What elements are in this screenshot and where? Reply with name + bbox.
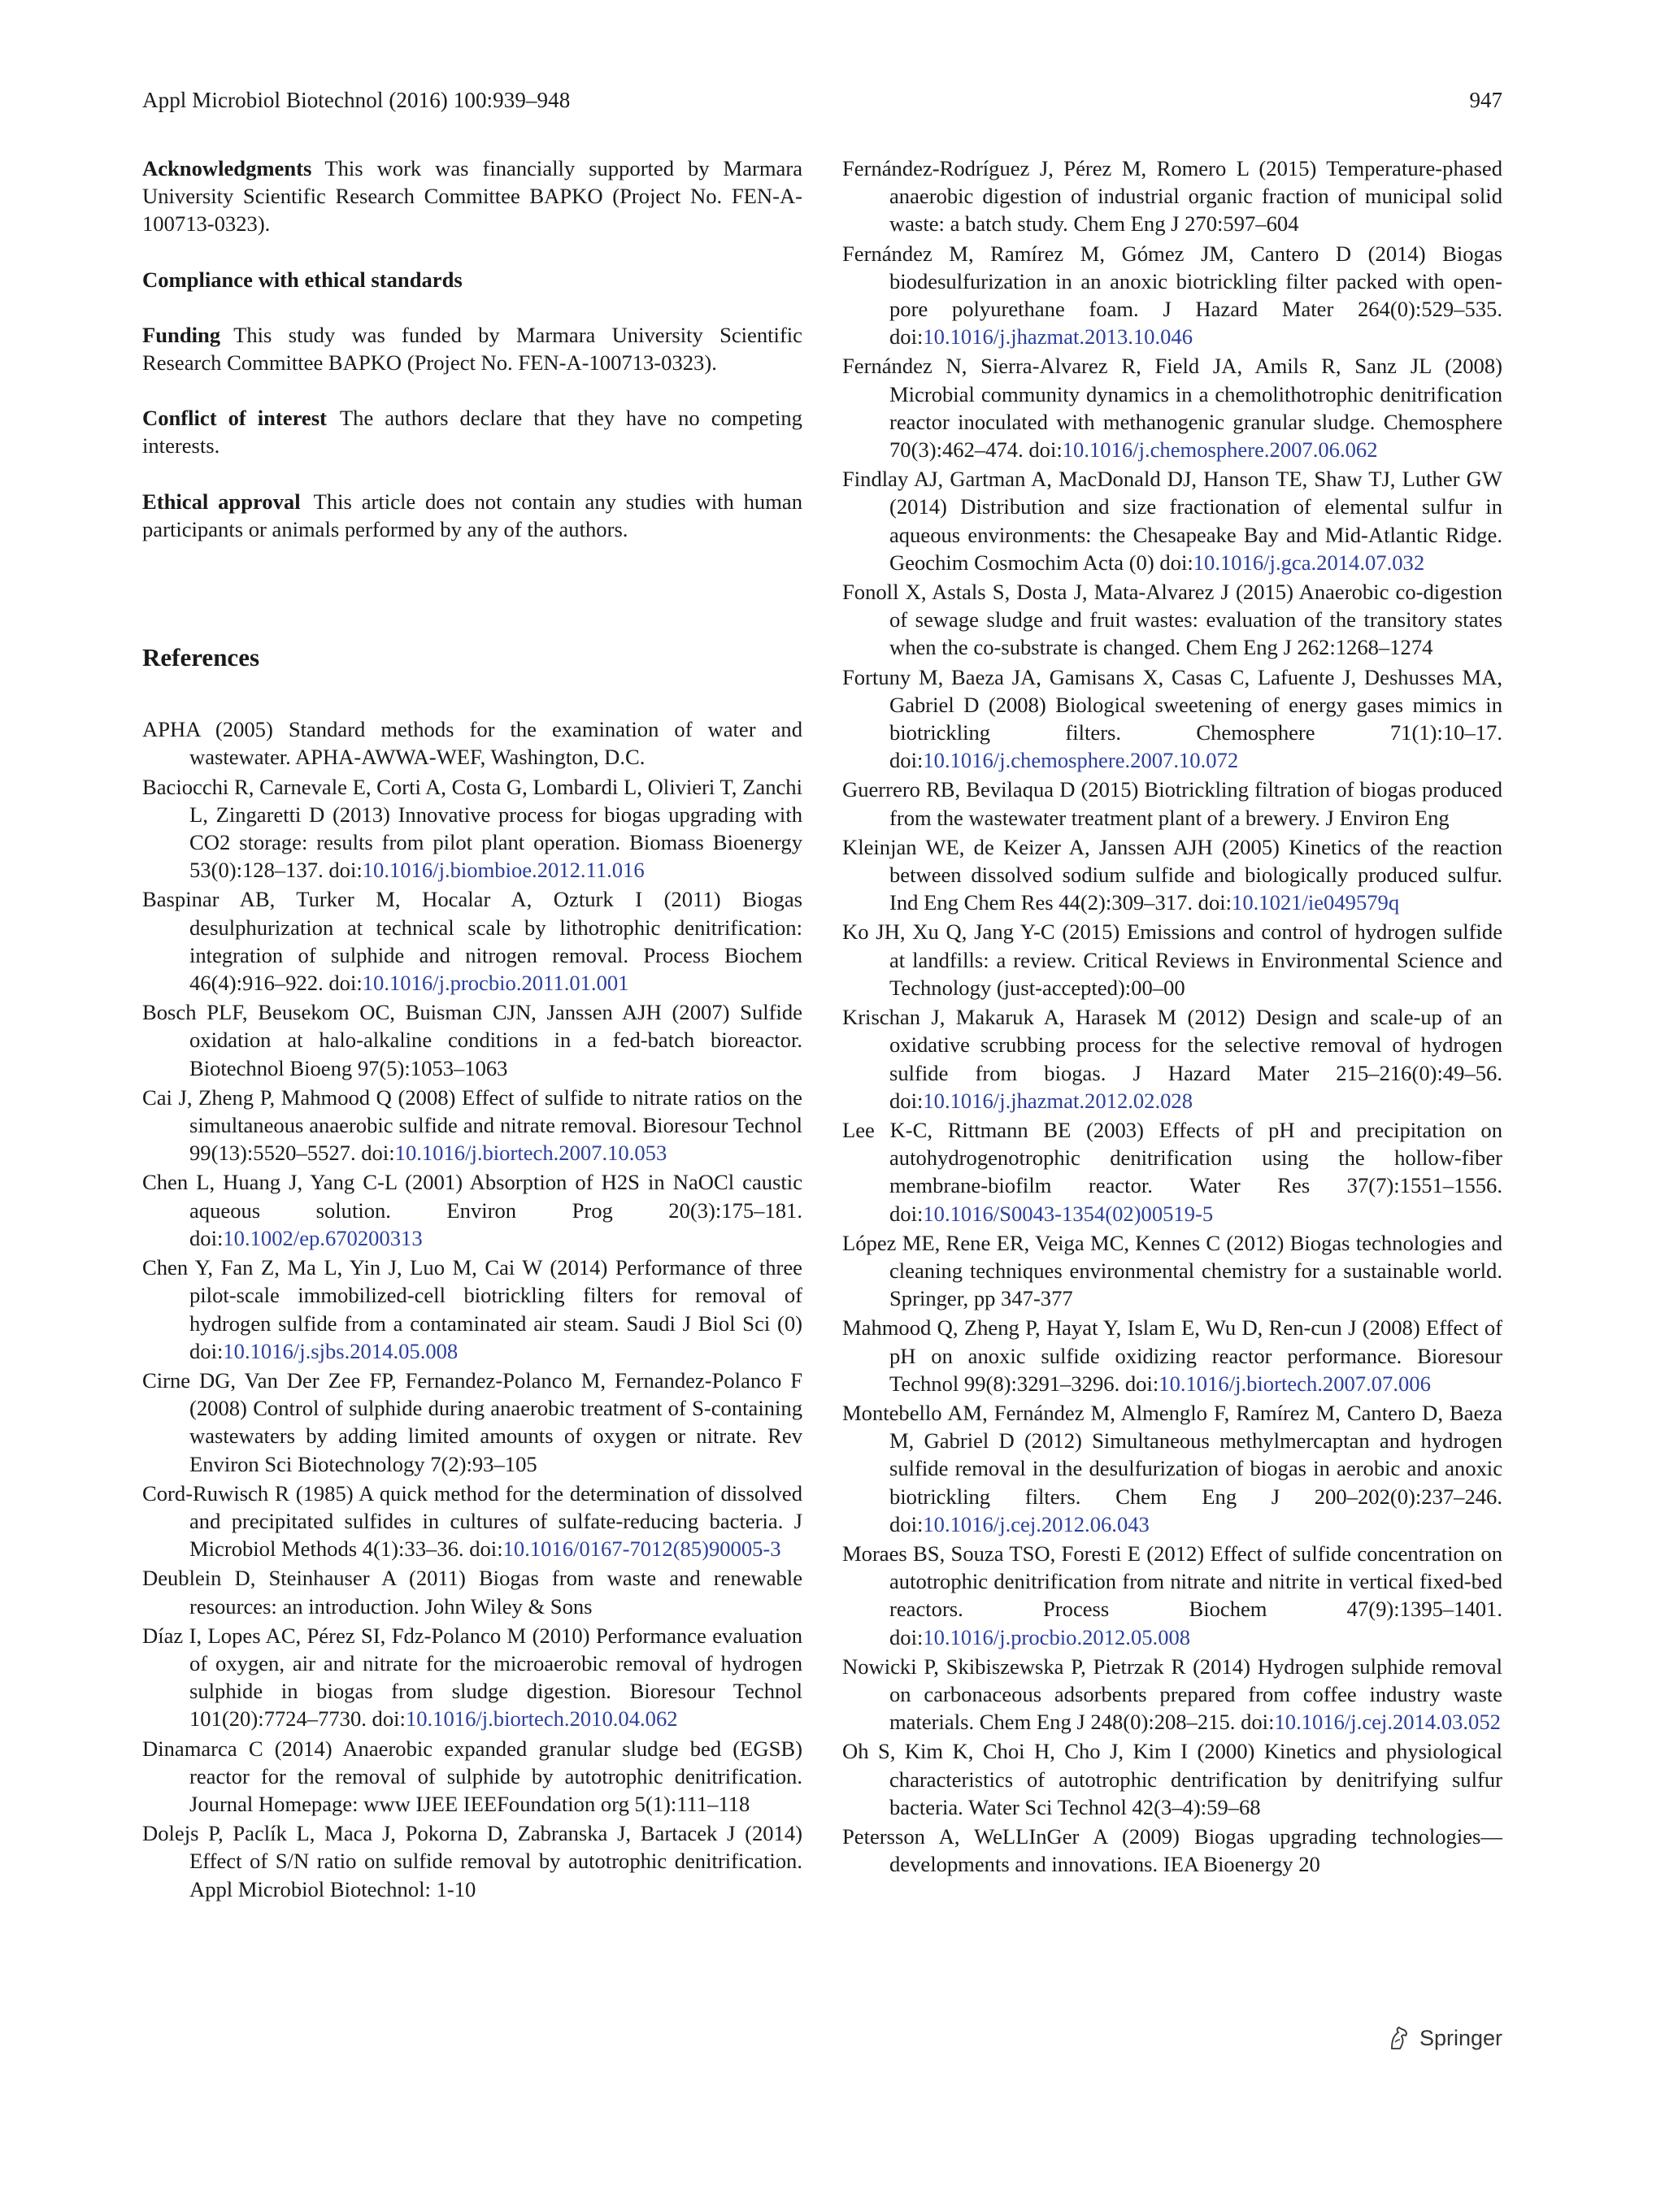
- reference-text: Chen L, Huang J, Yang C-L (2001) Absorption of H2S in NaOCl caustic aqueous solution. Environ Prog 20(3):175–181. doi:: [142, 1170, 802, 1250]
- reference-text: Fonoll X, Astals S, Dosta J, Mata-Alvarez J (2015) Anaerobic co-digestion of sewage sludge and fruit wastes: evaluation of the transitory states when the co-substrate is changed. Chem Eng J 262:1268–1274: [842, 580, 1502, 660]
- conflict-label: Conflict of interest: [142, 406, 327, 431]
- doi-link[interactable]: 10.1021/ie049579q: [1232, 890, 1400, 915]
- doi-link[interactable]: 10.1016/j.jhazmat.2013.10.046: [923, 324, 1193, 350]
- reference-entry: [842, 1314, 1502, 1397]
- doi-link[interactable]: 10.1016/j.biombioe.2012.11.016: [362, 858, 645, 883]
- reference-entry: [842, 240, 1502, 351]
- doi-link[interactable]: 10.1016/S0043-1354(02)00519-5: [923, 1201, 1214, 1226]
- reference-entry: [142, 1564, 802, 1619]
- reference-text: Baspinar AB, Turker M, Hocalar A, Ozturk I (2011) Biogas desulphurization at technical scale by lithotrophic denitrification: integration of sulphide and nitrogen removal. Process Biochem 46(4):916–922. doi:: [142, 887, 802, 996]
- reference-text: Guerrero RB, Bevilaqua D (2015) Biotrickling filtration of biogas produced from the wastewater treatment plant of a brewery. J Environ Eng: [842, 777, 1502, 830]
- acknowledgments-section: [142, 154, 802, 238]
- reference-entry: [142, 998, 802, 1082]
- reference-text: APHA (2005) Standard methods for the examination of water and wastewater. APHA-AWWA-WEF, Washington, D.C.: [142, 717, 802, 770]
- doi-link[interactable]: 10.1002/ep.670200313: [223, 1225, 423, 1250]
- reference-text: Fernández-Rodríguez J, Pérez M, Romero L (2015) Temperature-phased anaerobic digestion of industrial organic fraction of municipal solid waste: a batch study. Chem Eng J 270:597–604: [842, 156, 1502, 237]
- reference-entry: [842, 465, 1502, 576]
- reference-text: Fernández M, Ramírez M, Gómez JM, Cantero D (2014) Biogas biodesulfurization in an anoxic biotrickling filter packed with open-pore polyurethane foam. J Hazard Mater 264(0):529–535. doi:: [842, 241, 1502, 350]
- doi-link[interactable]: 10.1016/j.procbio.2012.05.008: [923, 1624, 1191, 1649]
- reference-text: Dinamarca C (2014) Anaerobic expanded granular sludge bed (EGSB) reactor for the removal of sulphide by autotrophic denitrification. Journal Homepage: www IJEE IEEFoundation org 5(1):111–118: [142, 1736, 802, 1816]
- doi-link[interactable]: 10.1016/j.sjbs.2014.05.008: [223, 1338, 459, 1363]
- reference-entry: [142, 773, 802, 884]
- reference-entry: [142, 885, 802, 997]
- reference-entry: [842, 663, 1502, 775]
- reference-entry: [842, 1737, 1502, 1821]
- doi-link[interactable]: 10.1016/j.chemosphere.2007.10.072: [923, 748, 1239, 773]
- conflict-section: [142, 404, 802, 459]
- reference-entry: [842, 918, 1502, 1002]
- doi-link[interactable]: 10.1016/0167-7012(85)90005-3: [502, 1536, 781, 1562]
- doi-link[interactable]: 10.1016/j.gca.2014.07.032: [1193, 550, 1425, 575]
- running-header-journal: Appl Microbiol Biotechnol (2016) 100:939–948: [142, 88, 571, 112]
- reference-entry: [842, 1540, 1502, 1651]
- reference-text: Fortuny M, Baeza JA, Gamisans X, Casas C, Lafuente J, Deshusses MA, Gabriel D (2008) Biological sweetening of energy gases mimics in biotrickling filters. Chemosphere 71(1):10–17. doi:: [842, 664, 1502, 773]
- reference-text: Ko JH, Xu Q, Jang Y-C (2015) Emissions and control of hydrogen sulfide at landfills: a review. Critical Reviews in Environmental Science and Technology (just-accepted):00–00: [842, 919, 1502, 1000]
- springer-horse-icon: [1385, 2024, 1413, 2052]
- reference-text: Fernández N, Sierra-Alvarez R, Field JA, Amils R, Sanz JL (2008) Microbial community dynamics in a chemolithotrophic denitrification reactor inoculated with methanogenic granular sludge. Chemosphere 70(3):462–474. doi:: [842, 354, 1502, 463]
- compliance-heading: Compliance with ethical standards: [142, 267, 463, 292]
- reference-entry: [842, 578, 1502, 662]
- reference-entry: [842, 154, 1502, 238]
- reference-entry: [142, 1480, 802, 1563]
- references-list-left: [142, 715, 802, 1903]
- reference-entry: [142, 715, 802, 771]
- ethical-text: This article does not contain any studies with human participants or animals performed by any of the authors.: [142, 489, 802, 541]
- reference-entry: [842, 352, 1502, 463]
- reference-text: Krischan J, Makaruk A, Harasek M (2012) Design and scale-up of an oxidative scrubbing process for the selective removal of hydrogen sulfide from biogas. J Hazard Mater 215–216(0):49–56. doi:: [842, 1005, 1502, 1113]
- publisher-name: Springer: [1419, 2025, 1502, 2050]
- reference-text: Moraes BS, Souza TSO, Foresti E (2012) Effect of sulfide concentration on autotrophic denitrification from nitrate and nitrite in vertical fixed-bed reactors. Process Biochem 47(9):1395–1401. doi:: [842, 1541, 1502, 1649]
- funding-label: Funding: [142, 322, 221, 347]
- reference-text: Bosch PLF, Beusekom OC, Buisman CJN, Janssen AJH (2007) Sulfide oxidation at halo-alkaline conditions in a fed-batch bioreactor. Biotechnol Bioeng 97(5):1053–1063: [142, 1000, 802, 1080]
- reference-entry: [142, 1254, 802, 1365]
- reference-entry: [842, 776, 1502, 831]
- reference-entry: [842, 1653, 1502, 1736]
- doi-link[interactable]: 10.1016/j.cej.2012.06.043: [923, 1511, 1150, 1536]
- reference-text: Oh S, Kim K, Choi H, Cho J, Kim I (2000) Kinetics and physiological characteristics of autotrophic dentrification by denitrifying sulfur bacteria. Water Sci Technol 42(3–4):59–68: [842, 1739, 1502, 1819]
- reference-text: Díaz I, Lopes AC, Pérez SI, Fdz-Polanco M (2010) Performance evaluation of oxygen, air and nitrate for the microaerobic removal of hydrogen sulphide in biogas from sludge digestion. Bioresour Technol 101(20):7724–7730. doi:: [142, 1623, 802, 1732]
- doi-link[interactable]: 10.1016/j.chemosphere.2007.06.062: [1062, 437, 1378, 463]
- reference-text: Cord-Ruwisch R (1985) A quick method for the determination of dissolved and precipitated sulfides in cultures of sulfate-reducing bacteria. J Microbiol Methods 4(1):33–36. doi:: [142, 1480, 802, 1562]
- left-column: [142, 154, 802, 1905]
- reference-text: Mahmood Q, Zheng P, Hayat Y, Islam E, Wu D, Ren-cun J (2008) Effect of pH on anoxic sulfide oxidizing reactor performance. Bioresour Technol 99(8):3291–3296. doi:: [842, 1315, 1502, 1396]
- reference-text: Findlay AJ, Gartman A, MacDonald DJ, Hanson TE, Shaw TJ, Luther GW (2014) Distribution and size fractionation of elemental sulfur in aqueous environments: the Chesapeake Bay and Mid-Atlantic Ridge. Geochim Cosmochim Acta (0) doi:: [842, 467, 1502, 575]
- ethical-section: [142, 488, 802, 543]
- reference-entry: [842, 1229, 1502, 1313]
- acknowledgments-text: This work was financially supported by Marmara University Scientific Research Committee BAPKO (Project No. FEN-A-100713-0323).: [142, 156, 802, 237]
- doi-link[interactable]: 10.1016/j.biortech.2007.10.053: [394, 1141, 667, 1166]
- reference-entry: [142, 1735, 802, 1819]
- reference-entry: [142, 1168, 802, 1252]
- reference-entry: [142, 1084, 802, 1167]
- reference-text: Nowicki P, Skibiszewska P, Pietrzak R (2014) Hydrogen sulphide removal on carbonaceous adsorbents prepared from coffee industry waste materials. Chem Eng J 248(0):208–215. doi:: [842, 1654, 1502, 1735]
- reference-entry: [842, 1823, 1502, 1878]
- reference-text: Dolejs P, Paclík L, Maca J, Pokorna D, Zabranska J, Bartacek J (2014) Effect of S/N ratio on sulfide removal by autotrophic denitrification. Appl Microbiol Biotechnol: 1-10: [142, 1821, 802, 1901]
- reference-entry: [842, 1003, 1502, 1115]
- ethical-label: Ethical approval: [142, 489, 301, 514]
- funding-section: [142, 321, 802, 376]
- reference-text: Chen Y, Fan Z, Ma L, Yin J, Luo M, Cai W (2014) Performance of three pilot-scale immobilized-cell biotrickling filters for removal of hydrogen sulfide from a contaminated air steam. Saudi J Biol Sci (0) doi:: [142, 1255, 802, 1363]
- reference-text: Cirne DG, Van Der Zee FP, Fernandez-Polanco M, Fernandez-Polanco F (2008) Control of sulphide during anaerobic treatment of S-containing wastewaters by adding limited amounts of oxygen or nitrate. Rev Environ Sci Biotechnology 7(2):93–105: [142, 1367, 802, 1476]
- publisher-logo: [1385, 2024, 1502, 2052]
- references-list-right: [842, 154, 1502, 1878]
- reference-text: Baciocchi R, Carnevale E, Corti A, Costa G, Lombardi L, Olivieri T, Zanchi L, Zingaretti D (2013) Innovative process for biogas upgrading with CO2 storage: results from pilot plant operation. Biomass Bioenergy 53(0):128–137. doi:: [142, 774, 802, 883]
- doi-link[interactable]: 10.1016/j.jhazmat.2012.02.028: [923, 1088, 1193, 1113]
- reference-text: Montebello AM, Fernández M, Almenglo F, Ramírez M, Cantero D, Baeza M, Gabriel D (2012) Simultaneous methylmercaptan and hydrogen sulfide removal in the desulfurization of biogas in aerobic and anoxic biotrickling filters. Chem Eng J 200–202(0):237–246. doi:: [842, 1400, 1502, 1536]
- page-number: 947: [1469, 88, 1502, 112]
- doi-link[interactable]: 10.1016/j.procbio.2011.01.001: [362, 971, 629, 996]
- acknowledgments-label: Acknowledgments: [142, 156, 312, 180]
- reference-entry: [142, 1367, 802, 1478]
- right-column: [842, 154, 1502, 1880]
- reference-text: Petersson A, WeLLInGer A (2009) Biogas upgrading technologies—developments and innovations. IEA Bioenergy 20: [842, 1823, 1502, 1877]
- reference-text: Cai J, Zheng P, Mahmood Q (2008) Effect of sulfide to nitrate ratios on the simultaneous anaerobic sulfide and nitrate removal. Bioresour Technol 99(13):5520–5527. doi:: [142, 1084, 802, 1166]
- doi-link[interactable]: 10.1016/j.cej.2014.03.052: [1274, 1710, 1501, 1735]
- funding-text: This study was funded by Marmara University Scientific Research Committee BAPKO (Project No. FEN-A-100713-0323).: [142, 322, 802, 376]
- reference-entry: [142, 1819, 802, 1903]
- reference-entry: [842, 1399, 1502, 1538]
- reference-text: Deublein D, Steinhauser A (2011) Biogas from waste and renewable resources: an introduction. John Wiley & Sons: [142, 1566, 802, 1619]
- reference-text: Lee K-C, Rittmann BE (2003) Effects of pH and precipitation on autohydrogenotrophic denitrification using the hollow-fiber membrane-biofilm reactor. Water Res 37(7):1551–1556. doi:: [842, 1117, 1502, 1226]
- reference-entry: [842, 833, 1502, 917]
- conflict-text: The authors declare that they have no competing interests.: [142, 406, 802, 458]
- reference-entry: [842, 1116, 1502, 1228]
- reference-text: López ME, Rene ER, Veiga MC, Kennes C (2012) Biogas technologies and cleaning techniques environmental chemistry for a sustainable world. Springer, pp 347-377: [842, 1230, 1502, 1311]
- reference-entry: [142, 1622, 802, 1733]
- references-heading: References: [142, 643, 260, 672]
- doi-link[interactable]: 10.1016/j.biortech.2007.07.006: [1159, 1371, 1431, 1396]
- doi-link[interactable]: 10.1016/j.biortech.2010.04.062: [405, 1706, 678, 1732]
- reference-text: Kleinjan WE, de Keizer A, Janssen AJH (2005) Kinetics of the reaction between dissolved sodium sulfide and biologically produced sulfur. Ind Eng Chem Res 44(2):309–317. doi:: [842, 834, 1502, 915]
